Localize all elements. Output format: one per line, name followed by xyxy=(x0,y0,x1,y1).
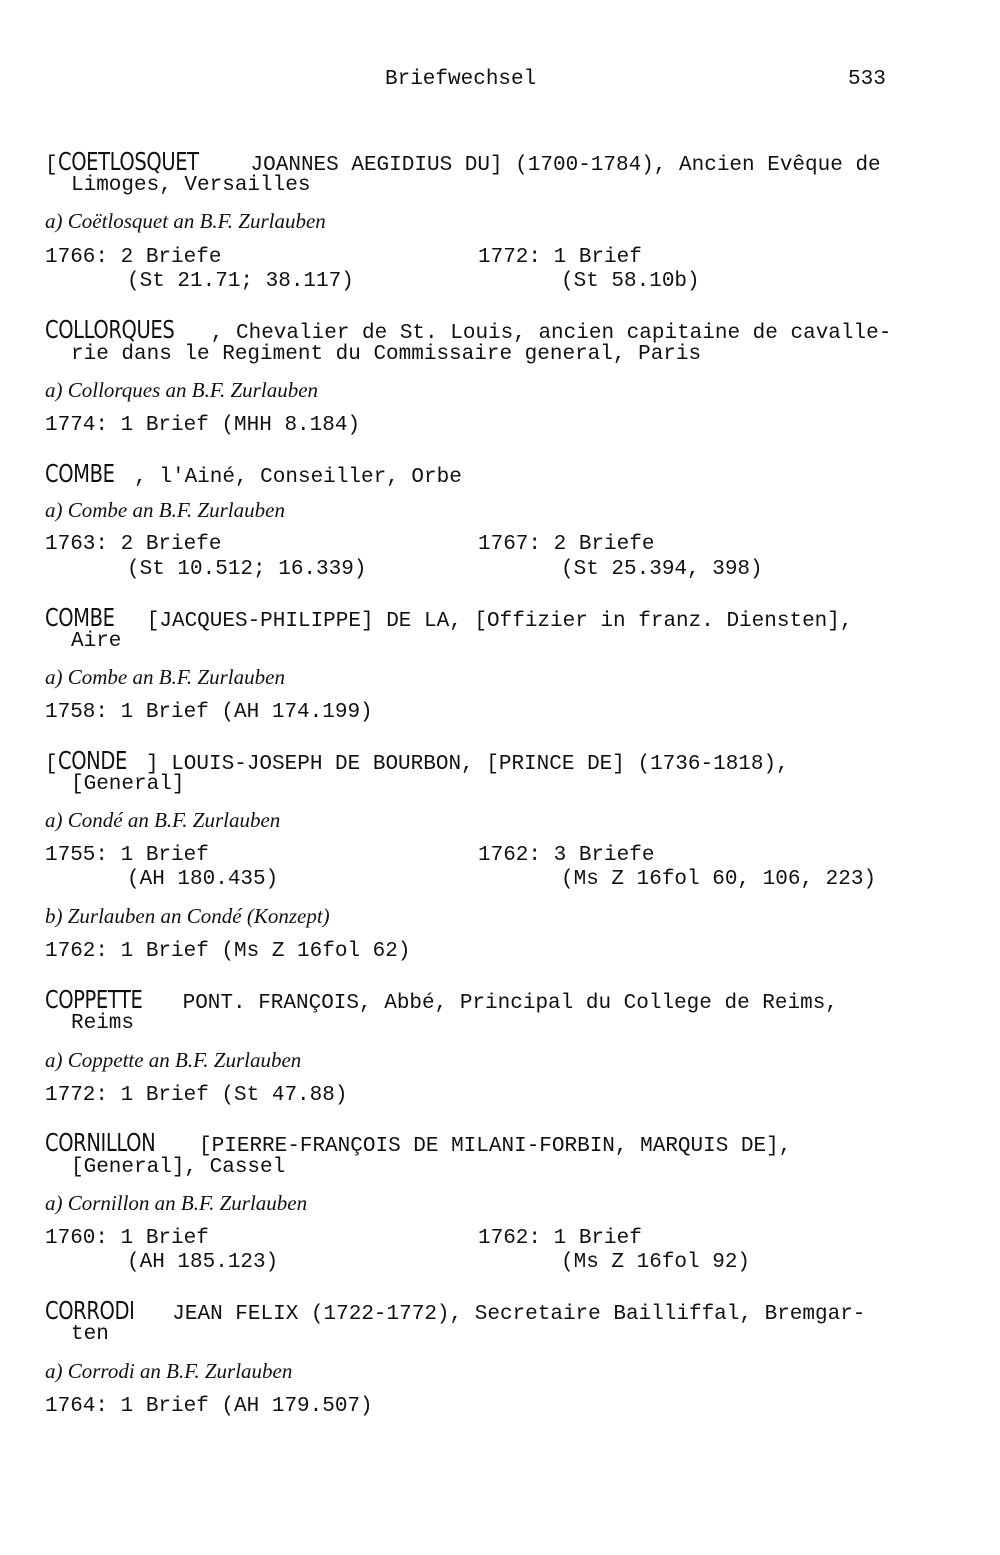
entry-name: CORRODI xyxy=(45,1296,135,1325)
entry-heading: COPPETTE PONT. FRANÇOIS, Abbé, Principal du College de Reims, xyxy=(45,985,838,1015)
section-label: a) Condé an B.F. Zurlauben xyxy=(45,808,281,832)
entry-heading-cont: Reims xyxy=(71,1012,135,1035)
entry-name: COPPETTE xyxy=(45,985,143,1014)
section-label: a) Coppette an B.F. Zurlauben xyxy=(45,1048,302,1072)
archive-ref: (AH 180.435) xyxy=(127,868,279,891)
entry-heading-cont: Aire xyxy=(71,630,122,653)
archive-ref: (St 21.71; 38.117) xyxy=(127,270,354,293)
entry-heading-cont: [General] xyxy=(71,773,185,796)
entry-heading: CORRODI JEAN FELIX (1722-1772), Secretaire Bailliffal, Bremgar- xyxy=(45,1296,866,1326)
letter-count: 1763: 2 Briefe xyxy=(45,533,222,556)
entry-heading: [CONDE ] LOUIS-JOSEPH DE BOURBON, [PRINCE DE] (1736-1818), xyxy=(45,746,789,776)
entry-heading: COMBE [JACQUES-PHILIPPE] DE LA, [Offizier in franz. Diensten], xyxy=(45,603,853,633)
entry-name: COETLOSQUET xyxy=(57,147,199,176)
letter-count: 1762: 3 Briefe xyxy=(478,844,655,867)
letter-count: 1772: 1 Brief (St 47.88) xyxy=(45,1084,348,1107)
section-label: a) Cornillon an B.F. Zurlauben xyxy=(45,1191,308,1215)
archive-ref: (St 10.512; 16.339) xyxy=(127,558,367,581)
archive-ref: (Ms Z 16fol 92) xyxy=(561,1251,751,1274)
section-label: a) Corrodi an B.F. Zurlauben xyxy=(45,1359,293,1383)
archive-ref: (St 25.394, 398) xyxy=(561,558,763,581)
section-label: a) Collorques an B.F. Zurlauben xyxy=(45,378,319,402)
entry-heading: COLLORQUES , Chevalier de St. Louis, ancien capitaine de cavalle- xyxy=(45,315,892,345)
letter-count: 1755: 1 Brief xyxy=(45,844,209,867)
letter-count: 1762: 1 Brief (Ms Z 16fol 62) xyxy=(45,940,411,963)
entry-heading: CORNILLON [PIERRE-FRANÇOIS DE MILANI-FORBIN, MARQUIS DE], xyxy=(45,1128,792,1158)
letter-count: 1760: 1 Brief xyxy=(45,1227,209,1250)
entry-name: COMBE xyxy=(45,459,115,488)
letter-count: 1767: 2 Briefe xyxy=(478,533,655,556)
letter-count: 1764: 1 Brief (AH 179.507) xyxy=(45,1395,373,1418)
entry-heading-cont: rie dans le Regiment du Commissaire general, Paris xyxy=(71,343,702,366)
letter-count: 1762: 1 Brief xyxy=(478,1227,642,1250)
letter-count: 1758: 1 Brief (AH 174.199) xyxy=(45,701,373,724)
entry-heading-cont: [General], Cassel xyxy=(71,1156,286,1179)
section-label: b) Zurlauben an Condé (Konzept) xyxy=(45,904,330,928)
section-label: a) Combe an B.F. Zurlauben xyxy=(45,498,285,522)
letter-count: 1774: 1 Brief (MHH 8.184) xyxy=(45,414,361,437)
letter-count: 1766: 2 Briefe xyxy=(45,246,222,269)
entry-name: CONDE xyxy=(57,746,127,775)
archive-ref: (Ms Z 16fol 60, 106, 223) xyxy=(561,868,877,891)
entry-name: COLLORQUES xyxy=(45,315,175,344)
running-title: Briefwechsel xyxy=(385,68,537,91)
page-number: 533 xyxy=(848,68,886,91)
archive-ref: (St 58.10b) xyxy=(561,270,700,293)
entry-heading-cont: Limoges, Versailles xyxy=(71,174,311,197)
letter-count: 1772: 1 Brief xyxy=(478,246,642,269)
entry-heading: COMBE , l'Ainé, Conseiller, Orbe xyxy=(45,459,462,489)
entry-name: COMBE xyxy=(45,603,115,632)
archive-ref: (AH 185.123) xyxy=(127,1251,279,1274)
entry-heading-cont: ten xyxy=(71,1323,109,1346)
entry-heading: [COETLOSQUET JOANNES AEGIDIUS DU] (1700-1784), Ancien Evêque de xyxy=(45,147,881,177)
section-label: a) Coëtlosquet an B.F. Zurlauben xyxy=(45,209,326,233)
section-label: a) Combe an B.F. Zurlauben xyxy=(45,665,285,689)
entry-name: CORNILLON xyxy=(45,1128,156,1157)
